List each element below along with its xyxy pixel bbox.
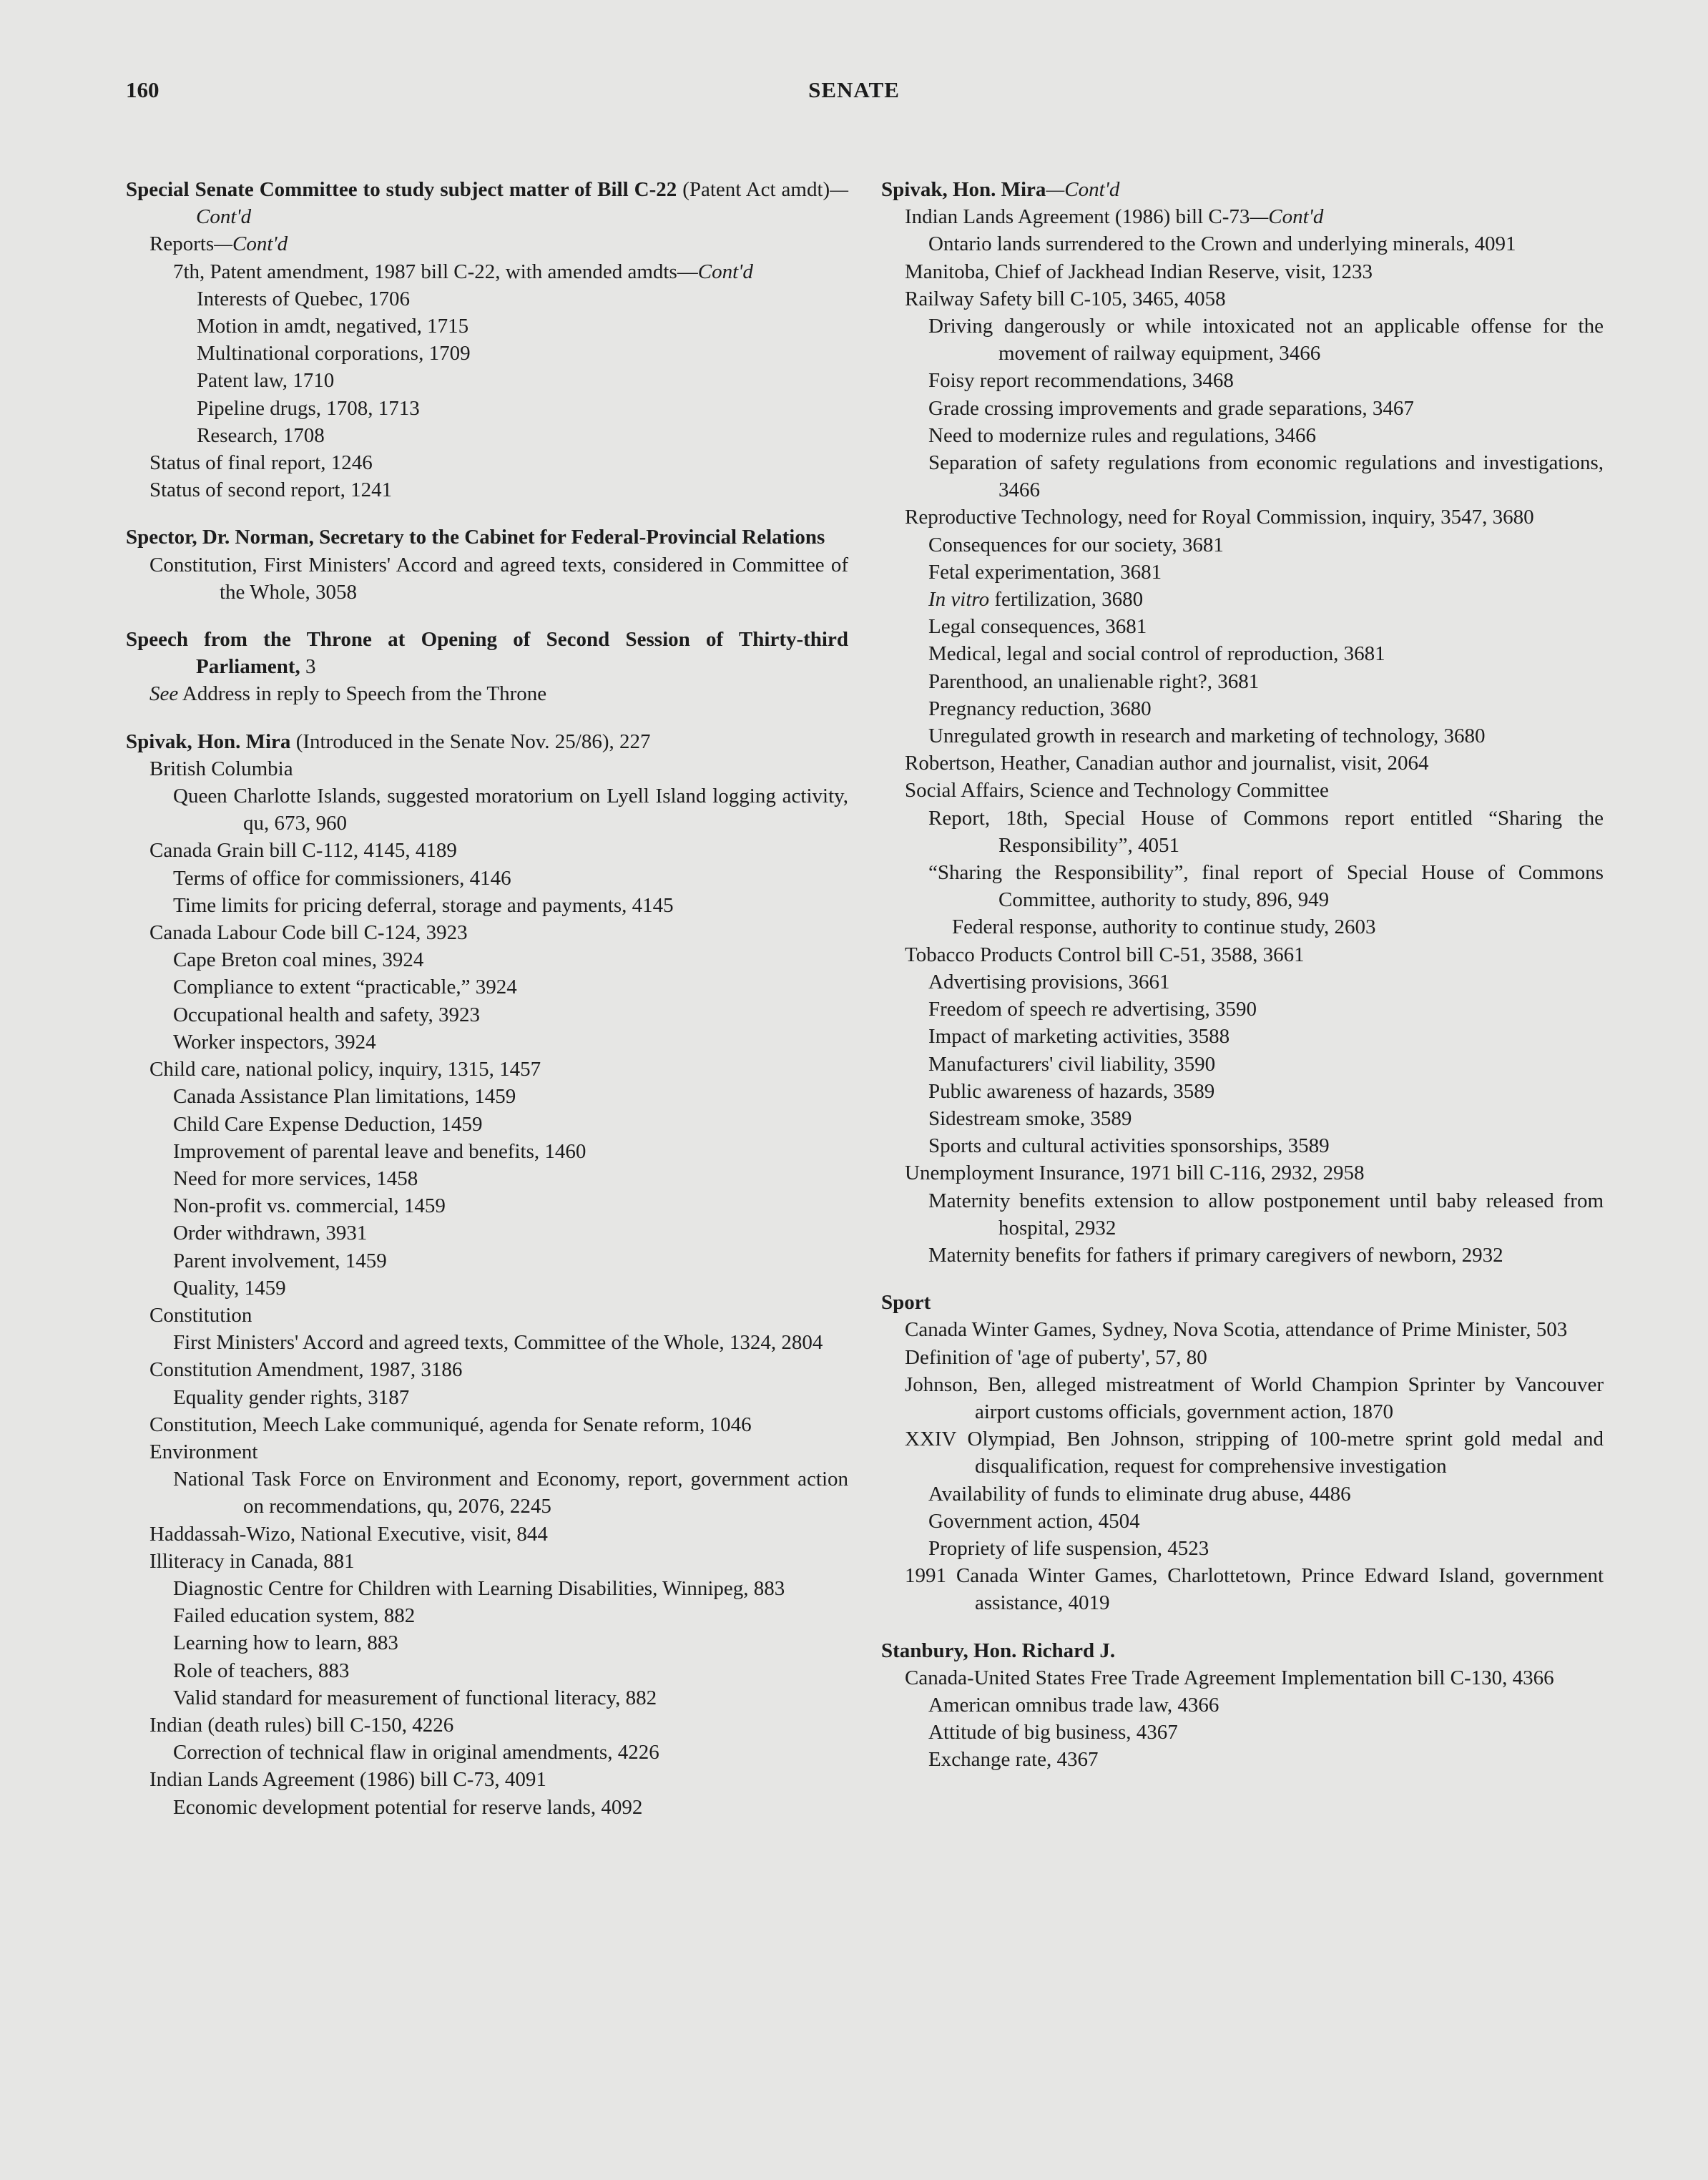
index-heading	[126, 728, 848, 755]
index-entry	[881, 1242, 1604, 1269]
entry-t: Constitution	[149, 1303, 252, 1327]
entry-t: Reproductive Technology, need for Royal Commission, inquiry, 3547, 3680	[905, 506, 1534, 529]
entry-t: Compliance to extent “practicable,” 3924	[173, 976, 517, 999]
entry-t: Government action, 4504	[928, 1509, 1140, 1533]
entry-b: Sport	[881, 1291, 931, 1315]
index-entry	[126, 1302, 848, 1329]
entry-t: Fetal experimentation, 3681	[928, 560, 1162, 584]
index-entry	[881, 668, 1604, 695]
entry-t: Advertising provisions, 3661	[928, 970, 1170, 993]
index-entry	[881, 968, 1604, 996]
entry-b: Spivak, Hon. Mira	[881, 178, 1046, 201]
entry-i: —Cont'd	[196, 178, 848, 229]
index-entry	[881, 613, 1604, 640]
entry-t: Canada-United States Free Trade Agreement Implementation bill C-130, 4366	[905, 1666, 1554, 1689]
entry-t: “Sharing the Responsibility”, final report of Special House of Commons Committee, authority to study, 896, 949	[928, 861, 1604, 912]
entry-t: 1991 Canada Winter Games, Charlottetown, Prince Edward Island, government assistance, 4019	[905, 1564, 1604, 1615]
index-heading	[126, 626, 848, 680]
index-entry	[126, 1739, 848, 1766]
entry-t: Railway Safety bill C-105, 3465, 4058	[905, 287, 1226, 310]
index-entry	[881, 1371, 1604, 1425]
entry-t: Grade crossing improvements and grade separations, 3467	[928, 396, 1414, 420]
entry-t: First Ministers' Accord and agreed texts, Committee of the Whole, 1324, 2804	[173, 1331, 823, 1355]
entry-t: Parenthood, an unalienable right?, 3681	[928, 669, 1260, 693]
entry-t: Cape Breton coal mines, 3924	[173, 948, 424, 972]
index-entry	[881, 367, 1604, 394]
index-entry	[881, 258, 1604, 285]
entry-t: Exchange rate, 4367	[928, 1748, 1099, 1772]
index-entry	[126, 313, 848, 340]
entry-t: Occupational health and safety, 3923	[173, 1003, 480, 1026]
index-entry	[881, 859, 1604, 913]
entry-t: Parent involvement, 1459	[173, 1249, 387, 1272]
entry-t: Medical, legal and social control of reproduction, 3681	[928, 642, 1385, 666]
entry-t: Constitution, First Ministers' Accord and agreed texts, considered in Committee of the Whole, 3058	[149, 553, 848, 604]
entry-t: Environment	[149, 1440, 258, 1463]
index-entry	[881, 285, 1604, 313]
index-entry	[881, 1719, 1604, 1746]
entry-t: Ontario lands surrendered to the Crown and underlying minerals, 4091	[928, 232, 1516, 256]
index-entry	[881, 504, 1604, 531]
entry-t: Unregulated growth in research and marketing of technology, 3680	[928, 725, 1486, 748]
entry-t: Driving dangerously or while intoxicated not an applicable offense for the movement of railway equipment, 3466	[928, 315, 1604, 365]
page-title: SENATE	[808, 77, 900, 102]
entry-n: 3	[300, 655, 316, 679]
index-entry	[881, 1023, 1604, 1050]
index-entry	[126, 1083, 848, 1110]
index-entry	[126, 1684, 848, 1712]
entry-t: Child Care Expense Deduction, 1459	[173, 1112, 483, 1136]
index-entry	[126, 946, 848, 973]
index-entry	[126, 395, 848, 422]
entry-pre: See	[149, 682, 179, 706]
entry-t: Maternity benefits for fathers if primary caregivers of newborn, 2932	[928, 1243, 1503, 1267]
index-entry	[881, 1316, 1604, 1343]
index-entry	[881, 750, 1604, 777]
entry-t: Canada Assistance Plan limitations, 1459	[173, 1085, 516, 1109]
index-entry	[126, 782, 848, 837]
entry-t: Foisy report recommendations, 3468	[928, 369, 1234, 393]
entry-t: Indian Lands Agreement (1986) bill C-73	[905, 205, 1250, 229]
index-entry	[881, 1746, 1604, 1773]
index-heading	[881, 1289, 1604, 1316]
index-entry	[881, 1344, 1604, 1371]
index-entry	[881, 395, 1604, 422]
entry-t: Availability of funds to eliminate drug abuse, 4486	[928, 1482, 1351, 1506]
entry-t: Separation of safety regulations from economic regulations and investigations, 3466	[928, 451, 1604, 502]
entry-t: Diagnostic Centre for Children with Learning Disabilities, Winnipeg, 883	[173, 1576, 785, 1600]
entry-b: Special Senate Committee to study subject matter of Bill C-22	[126, 178, 677, 201]
entry-t: Canada Winter Games, Sydney, Nova Scotia, attendance of Prime Minister, 503	[905, 1318, 1568, 1342]
entry-pre: In vitro	[928, 588, 990, 612]
index-entry	[881, 1535, 1604, 1562]
index-entry	[881, 1105, 1604, 1132]
entry-t: Impact of marketing activities, 3588	[928, 1025, 1230, 1049]
index-entry	[126, 1548, 848, 1575]
index-entry	[881, 531, 1604, 559]
entry-t: Indian Lands Agreement (1986) bill C-73, 4091	[149, 1768, 546, 1792]
index-entry	[126, 1028, 848, 1056]
entry-t: Improvement of parental leave and benefits, 1460	[173, 1139, 586, 1163]
index-entry	[126, 1602, 848, 1629]
entry-b: Spector, Dr. Norman, Secretary to the Cabinet for Federal-Provincial Relations	[126, 526, 825, 549]
entry-t: Need for more services, 1458	[173, 1167, 418, 1190]
index-entry	[126, 285, 848, 313]
index-entry	[126, 1465, 848, 1520]
index-entry	[881, 941, 1604, 968]
index-entry	[126, 1192, 848, 1219]
entry-t: Order withdrawn, 3931	[173, 1222, 368, 1245]
index-entry	[126, 1712, 848, 1739]
entry-t: Manufacturers' civil liability, 3590	[928, 1052, 1216, 1076]
entry-n: (Introduced in the Senate Nov. 25/86), 227	[290, 730, 651, 753]
entry-t: Valid standard for measurement of functional literacy, 882	[173, 1686, 657, 1709]
entry-t: Canada Grain bill C-112, 4145, 4189	[149, 839, 457, 863]
index-entry	[881, 203, 1604, 230]
entry-t: Status of final report, 1246	[149, 451, 373, 475]
index-column-right	[881, 176, 1604, 1774]
index-entry	[881, 805, 1604, 859]
index-entry	[126, 1521, 848, 1548]
index-entry	[126, 1657, 848, 1684]
entry-t: Maternity benefits extension to allow postponement until baby released from hospital, 2932	[928, 1189, 1604, 1239]
page-number: 160	[126, 77, 159, 102]
index-entry	[126, 1247, 848, 1275]
entry-n: (Patent Act amdt)	[677, 178, 830, 201]
index-entry	[881, 1508, 1604, 1535]
entry-t: fertilization, 3680	[989, 588, 1144, 612]
index-entry	[126, 1766, 848, 1793]
index-entry	[881, 1481, 1604, 1508]
index-entry	[881, 640, 1604, 667]
entry-t: Haddassah-Wizo, National Executive, visit, 844	[149, 1522, 548, 1546]
entry-t: Consequences for our society, 3681	[928, 533, 1224, 556]
entry-t: British Columbia	[149, 757, 293, 780]
entry-t: Sidestream smoke, 3589	[928, 1106, 1132, 1130]
entry-t: 7th, Patent amendment, 1987 bill C-22, with amended amdts—	[173, 260, 698, 283]
index-entry	[126, 230, 848, 257]
index-entry	[881, 586, 1604, 613]
index-entry	[881, 230, 1604, 257]
index-entry	[126, 1138, 848, 1165]
index-entry	[126, 1329, 848, 1356]
index-entry	[881, 1425, 1604, 1480]
entry-t: Freedom of speech re advertising, 3590	[928, 998, 1257, 1021]
index-heading	[881, 176, 1604, 203]
entry-i: —Cont'd	[214, 232, 288, 256]
entry-t: Manitoba, Chief of Jackhead Indian Reserve, visit, 1233	[905, 260, 1373, 283]
index-entry	[881, 313, 1604, 367]
entry-t: Federal response, authority to continue study, 2603	[952, 915, 1376, 939]
index-entry	[126, 1001, 848, 1028]
entry-t: Queen Charlotte Islands, suggested moratorium on Lyell Island logging activity, qu, 673, 960	[173, 785, 848, 835]
index-entry	[126, 1165, 848, 1192]
index-entry	[126, 476, 848, 504]
entry-t: Correction of technical flaw in original amendments, 4226	[173, 1741, 659, 1764]
entry-t: Attitude of big business, 4367	[928, 1721, 1178, 1744]
index-entry	[126, 422, 848, 449]
index-entry	[881, 996, 1604, 1023]
entry-t: Legal consequences, 3681	[928, 615, 1147, 639]
entry-t: Pipeline drugs, 1708, 1713	[197, 396, 420, 420]
index-entry	[881, 449, 1604, 504]
entry-t: Tobacco Products Control bill C-51, 3588, 3661	[905, 943, 1305, 966]
entry-t: Social Affairs, Science and Technology Committee	[905, 779, 1329, 802]
index-entry	[126, 1575, 848, 1602]
entry-t: Definition of 'age of puberty', 57, 80	[905, 1345, 1207, 1369]
entry-t: Unemployment Insurance, 1971 bill C-116, 2932, 2958	[905, 1162, 1365, 1185]
entry-t: Patent law, 1710	[197, 369, 335, 393]
entry-t: XXIV Olympiad, Ben Johnson, stripping of 100-metre sprint gold medal and disqualification, request for comprehensive investigation	[905, 1428, 1604, 1478]
index-entry	[881, 422, 1604, 449]
entry-i: —Cont'd	[1046, 178, 1120, 201]
entry-t: Equality gender rights, 3187	[173, 1385, 410, 1409]
index-entry	[126, 1356, 848, 1383]
index-entry	[881, 1051, 1604, 1078]
index-entry	[881, 1078, 1604, 1105]
index-entry	[126, 837, 848, 864]
index-entry	[126, 258, 848, 285]
index-entry	[881, 1187, 1604, 1242]
index-entry	[881, 913, 1604, 941]
entry-t: Sports and cultural activities sponsorships, 3589	[928, 1134, 1330, 1158]
entry-t: Status of second report, 1241	[149, 478, 393, 502]
index-entry	[126, 1794, 848, 1821]
index-entry	[881, 1664, 1604, 1692]
index-entry	[881, 777, 1604, 804]
entry-t: Motion in amdt, negatived, 1715	[197, 315, 469, 338]
index-entry	[126, 892, 848, 919]
entry-i: —Cont'd	[1250, 205, 1324, 229]
index-entry	[126, 1275, 848, 1302]
entry-t: Reports	[149, 232, 215, 256]
entry-t: Research, 1708	[197, 423, 325, 447]
entry-i: Cont'd	[697, 260, 753, 283]
index-entry	[881, 695, 1604, 722]
index-column-left	[126, 176, 848, 1821]
index-entry	[126, 865, 848, 892]
index-entry	[126, 973, 848, 1001]
index-entry	[126, 755, 848, 782]
index-heading	[881, 1637, 1604, 1664]
entry-t: Address in reply to Speech from the Throne	[178, 682, 547, 706]
index-entry	[881, 1562, 1604, 1616]
index-heading	[126, 176, 848, 230]
entry-t: Economic development potential for reserve lands, 4092	[173, 1795, 643, 1819]
entry-t: Interests of Quebec, 1706	[197, 287, 410, 310]
entry-t: Public awareness of hazards, 3589	[928, 1079, 1215, 1103]
entry-t: Indian (death rules) bill C-150, 4226	[149, 1713, 454, 1737]
page-header	[126, 77, 1582, 113]
entry-b: Speech from the Throne at Opening of Second Session of Thirty-third Parliament,	[126, 628, 848, 679]
entry-t: Report, 18th, Special House of Commons report entitled “Sharing the Responsibility”, 4051	[928, 806, 1604, 857]
index-entry	[126, 1219, 848, 1247]
entry-t: Propriety of life suspension, 4523	[928, 1536, 1209, 1560]
index-entry	[881, 1132, 1604, 1159]
index-entry	[126, 1411, 848, 1438]
index-entry	[126, 1384, 848, 1411]
entry-t: Robertson, Heather, Canadian author and journalist, visit, 2064	[905, 752, 1429, 775]
index-entry	[126, 1438, 848, 1465]
entry-t: Multinational corporations, 1709	[197, 342, 471, 365]
entry-t: Quality, 1459	[173, 1276, 286, 1300]
entry-b: Spivak, Hon. Mira	[126, 730, 291, 753]
entry-t: Need to modernize rules and regulations, 3466	[928, 423, 1316, 447]
entry-t: American omnibus trade law, 4366	[928, 1693, 1219, 1717]
entry-t: Constitution, Meech Lake communiqué, agenda for Senate reform, 1046	[149, 1413, 752, 1436]
index-entry	[126, 919, 848, 946]
entry-t: Worker inspectors, 3924	[173, 1030, 376, 1054]
entry-t: Terms of office for commissioners, 4146	[173, 866, 511, 890]
index-entry	[126, 367, 848, 394]
entry-t: National Task Force on Environment and Economy, report, government action on recommendations, qu, 2076, 2245	[173, 1468, 848, 1518]
index-entry	[126, 1111, 848, 1138]
entry-b: Stanbury, Hon. Richard J.	[881, 1639, 1116, 1662]
index-entry	[126, 551, 848, 606]
entry-t: Pregnancy reduction, 3680	[928, 697, 1152, 720]
entry-t: Non-profit vs. commercial, 1459	[173, 1194, 446, 1218]
index-entry	[881, 1159, 1604, 1187]
index-entry	[126, 449, 848, 476]
entry-t: Canada Labour Code bill C-124, 3923	[149, 921, 468, 945]
index-entry	[881, 722, 1604, 750]
entry-t: Illiteracy in Canada, 881	[149, 1549, 355, 1573]
entry-t: Child care, national policy, inquiry, 1315, 1457	[149, 1058, 541, 1081]
index-entry	[126, 1629, 848, 1656]
index-entry	[126, 680, 848, 707]
entry-t: Time limits for pricing deferral, storage and payments, 4145	[173, 893, 674, 917]
index-entry	[126, 1056, 848, 1083]
entry-t: Failed education system, 882	[173, 1604, 416, 1628]
index-entry	[881, 559, 1604, 586]
index-entry	[126, 340, 848, 367]
index-heading	[126, 524, 848, 551]
entry-t: Learning how to learn, 883	[173, 1631, 398, 1655]
entry-t: Johnson, Ben, alleged mistreatment of World Champion Sprinter by Vancouver airport customs officials, government action, 1870	[905, 1373, 1604, 1423]
entry-t: Role of teachers, 883	[173, 1659, 350, 1682]
entry-t: Constitution Amendment, 1987, 3186	[149, 1358, 463, 1382]
index-entry	[881, 1692, 1604, 1719]
